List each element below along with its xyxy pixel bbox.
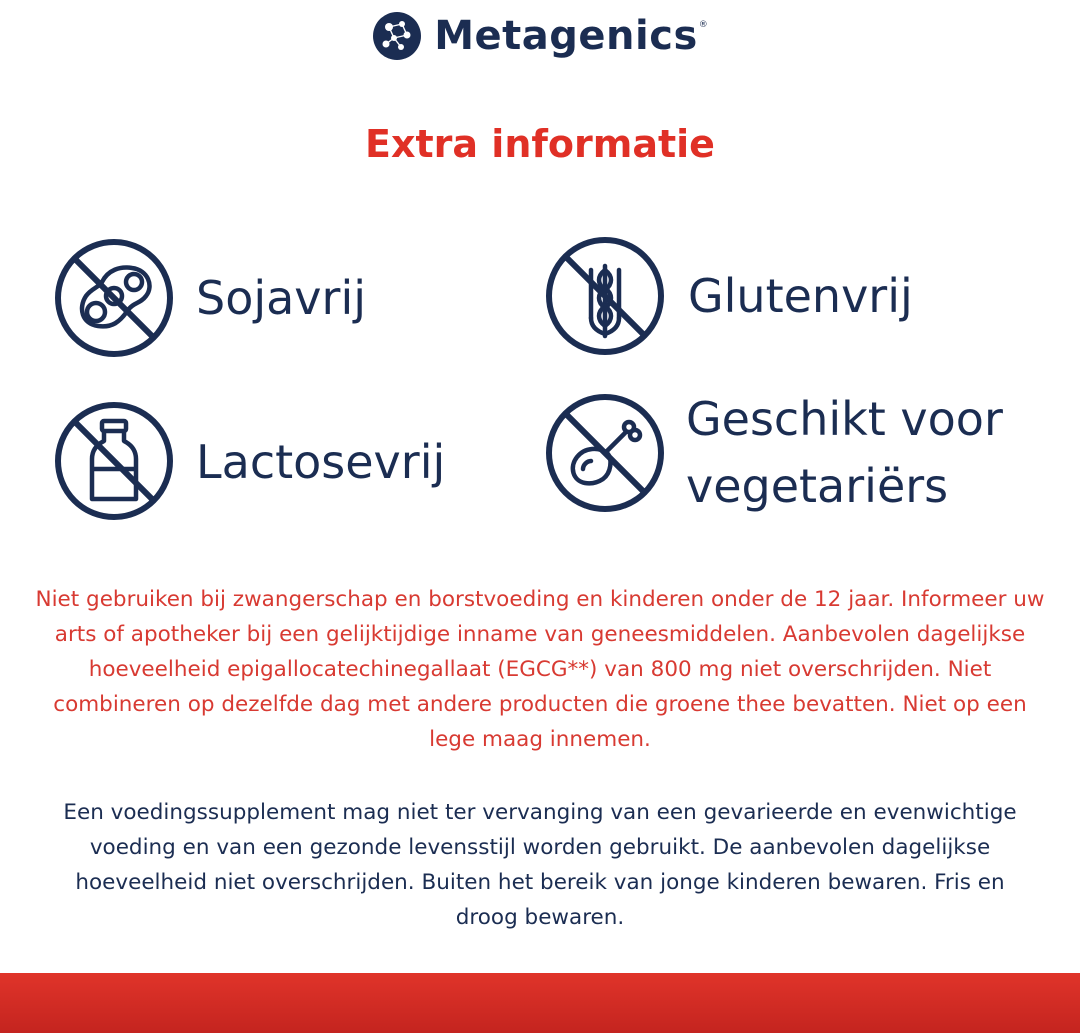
feature-label-vegetarian-line1: Geschikt voor: [686, 392, 1003, 446]
no-gluten-icon: [545, 236, 665, 356]
brand-logo: [0, 10, 1080, 62]
page-title: Extra informatie: [365, 122, 715, 166]
feature-label-soy: Sojavrij: [196, 271, 367, 325]
disclaimer-text: Een voedingssupplement mag niet ter vervanging van een gevarieerde en evenwichtige voeding en van een gezonde levensstijl worden gebruikt. De aanbevolen dagelijkse hoeveelheid niet overschrijden. Buiten het bereik van jonge kinderen bewaren. Fris en droog bewaren.: [63, 800, 1017, 930]
no-meat-icon: [545, 393, 665, 513]
brand-name: Metagenics: [434, 13, 698, 59]
feature-label-gluten: Glutenvrij: [688, 269, 913, 323]
warning-text: Niet gebruiken bij zwangerschap en borstvoeding en kinderen onder de 12 jaar. Informeer uw arts of apotheker bij een gelijktijdige inname van geneesmiddelen. Aanbevolen dagelijkse hoeveelheid epigallocatechinegallaat (EGCG**) van 800 mg niet overschrijden. Niet combineren op dezelfde dag met andere producten die groene thee bevatten. Niet op een lege maag innemen.: [35, 587, 1045, 752]
metagenics-logo-icon: [372, 11, 422, 61]
feature-label-lactose: Lactosevrij: [196, 435, 446, 489]
registered-mark: ®: [698, 20, 708, 30]
footer-band: [0, 973, 1080, 1033]
feature-label-vegetarian-line2: vegetariërs: [686, 459, 949, 513]
no-lactose-icon: [54, 401, 174, 521]
no-soy-icon: [54, 238, 174, 358]
